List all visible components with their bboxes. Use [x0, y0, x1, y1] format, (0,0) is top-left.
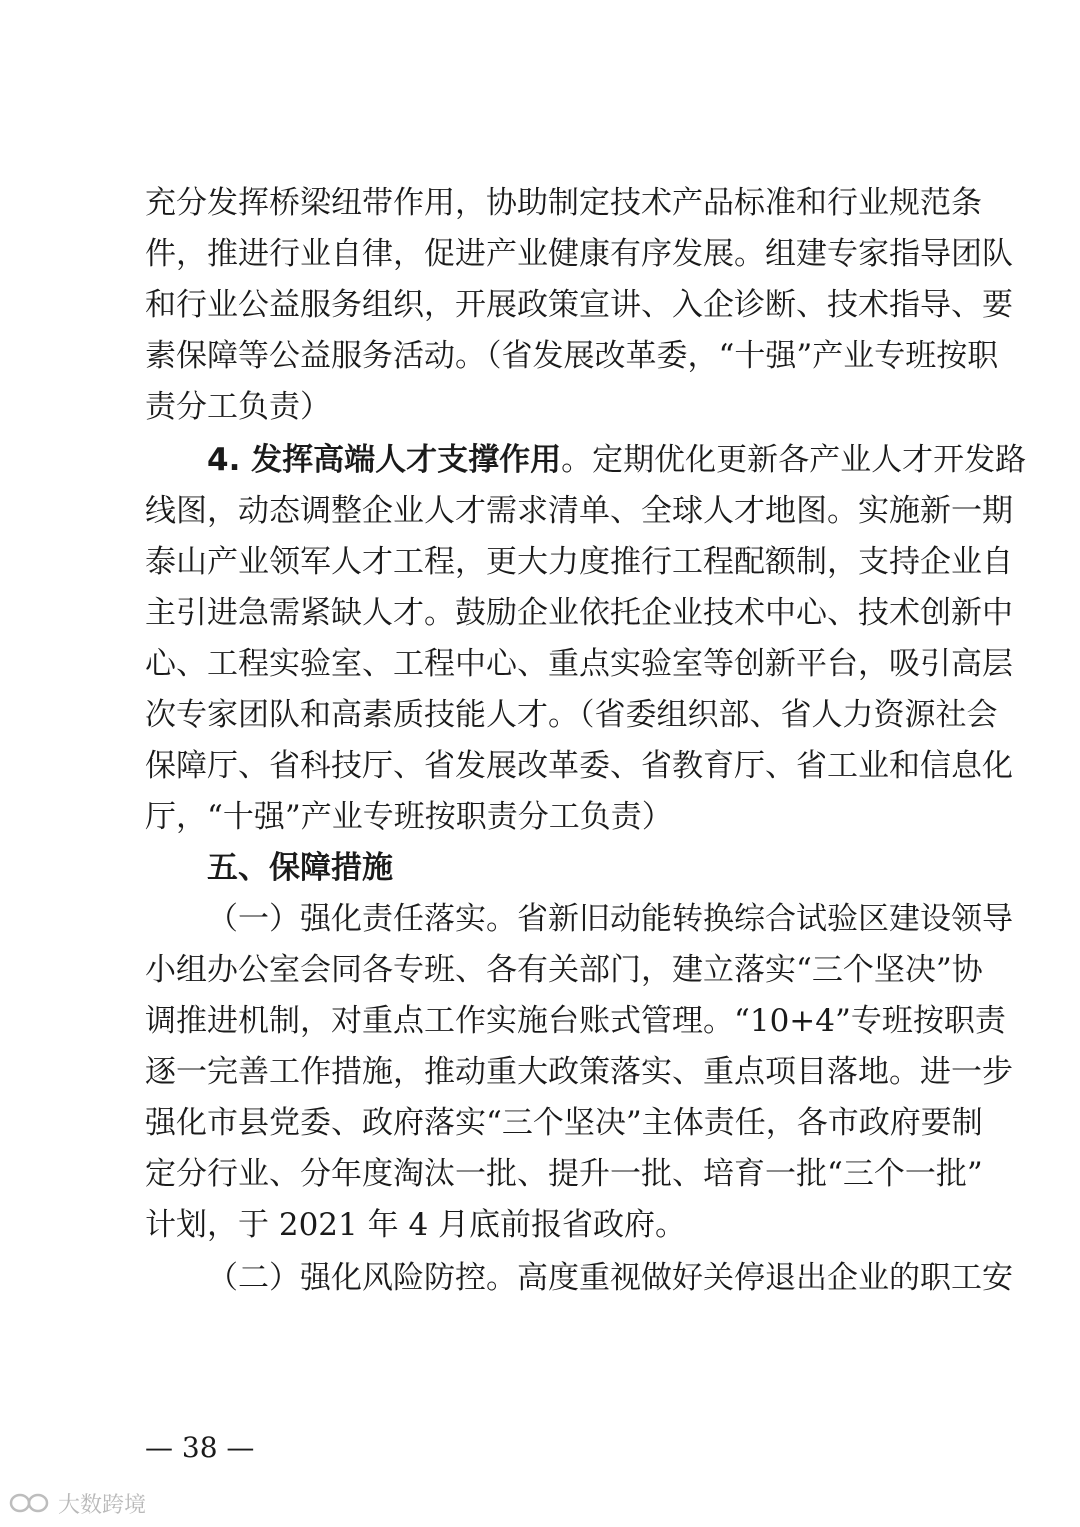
text-line: 调推进机制，对重点工作实施台账式管理。“10+4”专班按职责 — [145, 1003, 1006, 1039]
item-heading-continuation: 。定期优化更新各产业人才开发路 — [561, 442, 1027, 478]
text-line: 充分发挥桥梁纽带作用，协助制定技术产品标准和行业规范条 — [145, 185, 982, 221]
paragraph-industry-associations — [145, 178, 1013, 433]
text-line: 心、工程实验室、工程中心、重点实验室等创新平台，吸引高层 — [145, 646, 1013, 682]
text-line: 责分工负责） — [145, 389, 331, 425]
text-line: 小组办公室会同各专班、各有关部门，建立落实“三个坚决”协 — [145, 952, 983, 988]
section-title: 五、保障措施 — [207, 850, 393, 886]
document-body — [145, 178, 1027, 1304]
page-number: — 38 — — [145, 1431, 255, 1464]
item-heading: 4. 发挥高端人才支撑作用 — [207, 442, 562, 478]
text-line: 强化市县党委、政府落实“三个坚决”主体责任，各市政府要制 — [145, 1105, 983, 1141]
text-line — [145, 435, 1027, 486]
text-line: 保障厅、省科技厅、省发展改革委、省教育厅、省工业和信息化 — [145, 748, 1013, 784]
text-line: 件，推进行业自律，促进产业健康有序发展。组建专家指导团队 — [145, 236, 1013, 272]
watermark — [8, 1488, 146, 1518]
text-line: 和行业公益服务组织，开展政策宣讲、入企诊断、技术指导、要 — [145, 287, 1013, 323]
text-line: 主引进急需紧缺人才。鼓励企业依托企业技术中心、技术创新中 — [145, 595, 1013, 631]
chain-logo-icon — [8, 1490, 52, 1516]
text-line: 素保障等公益服务活动。（省发展改革委，“十强”产业专班按职 — [145, 338, 999, 374]
text-line: 泰山产业领军人才工程，更大力度推行工程配额制，支持企业自 — [145, 544, 1013, 580]
paragraph-risk-control — [145, 1253, 1013, 1304]
paragraph-talent-support — [145, 435, 1027, 843]
text-line: （一）强化责任落实。省新旧动能转换综合试验区建设领导 — [207, 901, 1013, 937]
watermark-text: 大数跨境 — [58, 1492, 147, 1518]
text-line: 次专家团队和高素质技能人才。（省委组织部、省人力资源社会 — [145, 697, 998, 733]
text-line: 逐一完善工作措施，推动重大政策落实、重点项目落地。进一步 — [145, 1054, 1013, 1090]
text-line: 厅，“十强”产业专班按职责分工负责） — [145, 799, 673, 835]
text-line: 定分行业、分年度淘汰一批、提升一批、培育一批“三个一批” — [145, 1156, 983, 1192]
text-line: 线图，动态调整企业人才需求清单、全球人才地图。实施新一期 — [145, 493, 1013, 529]
paragraph-responsibility — [145, 894, 1013, 1251]
text-line: 计划，于 2021 年 4 月底前报省政府。 — [145, 1207, 687, 1243]
text-line: （二）强化风险防控。高度重视做好关停退出企业的职工安 — [207, 1260, 1013, 1296]
